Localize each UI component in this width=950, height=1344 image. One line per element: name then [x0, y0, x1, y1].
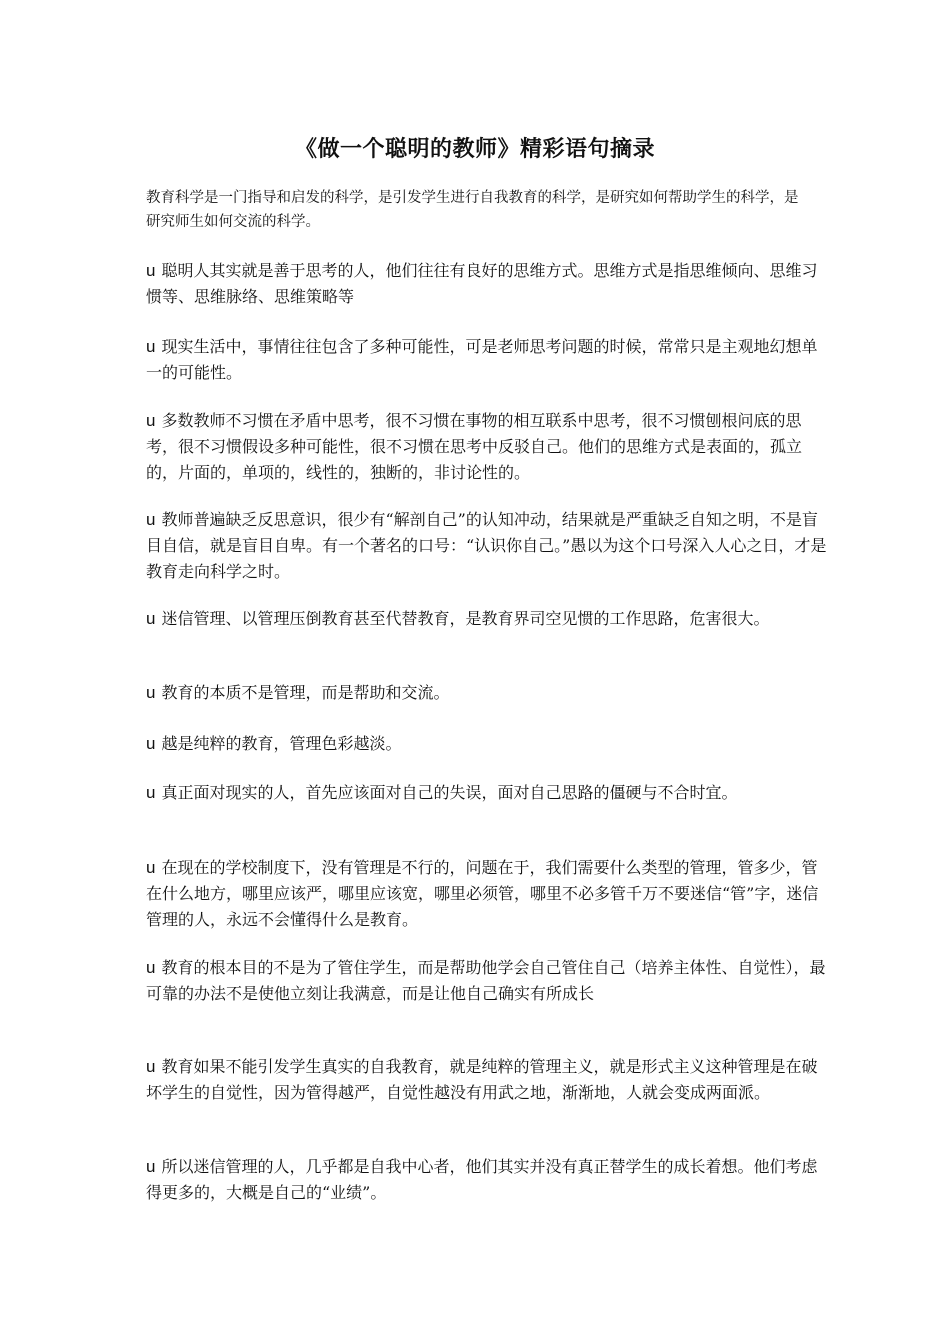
quote-text: 在现在的学校制度下，没有管理是不行的，问题在于，我们需要什么类型的管理，管多少，管在什么地方，哪里应该严，哪里应该宽，哪里必须管，哪里不必多管千万不要迷信“管”字，迷信管理的人，永远不会懂得什么是教育。 — [146, 858, 819, 929]
quote-paragraph — [146, 507, 828, 585]
bullet-marker: u — [146, 411, 156, 430]
bullet-marker: u — [146, 858, 156, 877]
quote-text: 教育的根本目的不是为了管住学生，而是帮助他学会自己管住自己（培养主体性、自觉性），最可靠的办法不是使他立刻让我满意，而是让他自己确实有所成长 — [146, 958, 826, 1003]
quote-text: 现实生活中，事情往往包含了多种可能性，可是老师思考问题的时候，常常只是主观地幻想单一的可能性。 — [146, 337, 818, 382]
quote-text: 教师普遍缺乏反思意识，很少有“解剖自己”的认知冲动，结果就是严重缺乏自知之明，不是盲目自信，就是盲目自卑。有一个著名的口号：“认识你自己。”愚以为这个口号深入人心之日，才是教育走向科学之时。 — [146, 510, 827, 581]
quote-text: 真正面对现实的人，首先应该面对自己的失误，面对自己思路的僵硬与不合时宜。 — [161, 783, 738, 802]
quote-paragraph — [146, 780, 828, 806]
quote-paragraph — [146, 955, 828, 1007]
quote-paragraph — [146, 258, 828, 310]
quote-text: 聪明人其实就是善于思考的人，他们往往有良好的思维方式。思维方式是指思维倾向、思维习惯等、思维脉络、思维策略等 — [146, 261, 818, 306]
bullet-marker: u — [146, 337, 156, 356]
quote-text: 多数教师不习惯在矛盾中思考，很不习惯在事物的相互联系中思考，很不习惯刨根问底的思考，很不习惯假设多种可能性，很不习惯在思考中反驳自己。他们的思维方式是表面的，孤立的，片面的，单项的，线性的，独断的，非讨论性的。 — [146, 411, 803, 482]
bullet-marker: u — [146, 1057, 156, 1076]
quote-paragraph — [146, 1154, 828, 1206]
bullet-marker: u — [146, 510, 156, 529]
quote-text: 所以迷信管理的人，几乎都是自我中心者，他们其实并没有真正替学生的成长着想。他们考虑得更多的，大概是自己的“业绩”。 — [146, 1157, 818, 1202]
quote-paragraph — [146, 680, 828, 706]
intro-paragraph: 教育科学是一门指导和启发的科学，是引发学生进行自我教育的科学，是研究如何帮助学生的科学，是研究师生如何交流的科学。 — [146, 190, 799, 230]
quote-text: 越是纯粹的教育，管理色彩越淡。 — [161, 734, 402, 753]
bullet-marker: u — [146, 609, 156, 628]
document-title: 《做一个聪明的教师》精彩语句摘录 — [294, 137, 655, 162]
quote-text: 教育如果不能引发学生真实的自我教育，就是纯粹的管理主义，就是形式主义这种管理是在破坏学生的自觉性，因为管得越严，自觉性越没有用武之地，渐渐地，人就会变成两面派。 — [146, 1057, 818, 1102]
bullet-marker: u — [146, 783, 156, 802]
quote-paragraph — [146, 855, 828, 933]
quote-text: 迷信管理、以管理压倒教育甚至代替教育，是教育界司空见惯的工作思路，危害很大。 — [161, 609, 770, 628]
bullet-marker: u — [146, 958, 156, 977]
quote-paragraph — [146, 334, 828, 386]
quote-paragraph — [146, 606, 828, 632]
bullet-marker: u — [146, 261, 156, 280]
quote-paragraph — [146, 408, 828, 486]
bullet-marker: u — [146, 1157, 156, 1176]
quote-text: 教育的本质不是管理，而是帮助和交流。 — [161, 683, 450, 702]
bullet-marker: u — [146, 734, 156, 753]
bullet-marker: u — [146, 683, 156, 702]
quote-paragraph — [146, 1054, 828, 1106]
quote-paragraph — [146, 731, 828, 757]
